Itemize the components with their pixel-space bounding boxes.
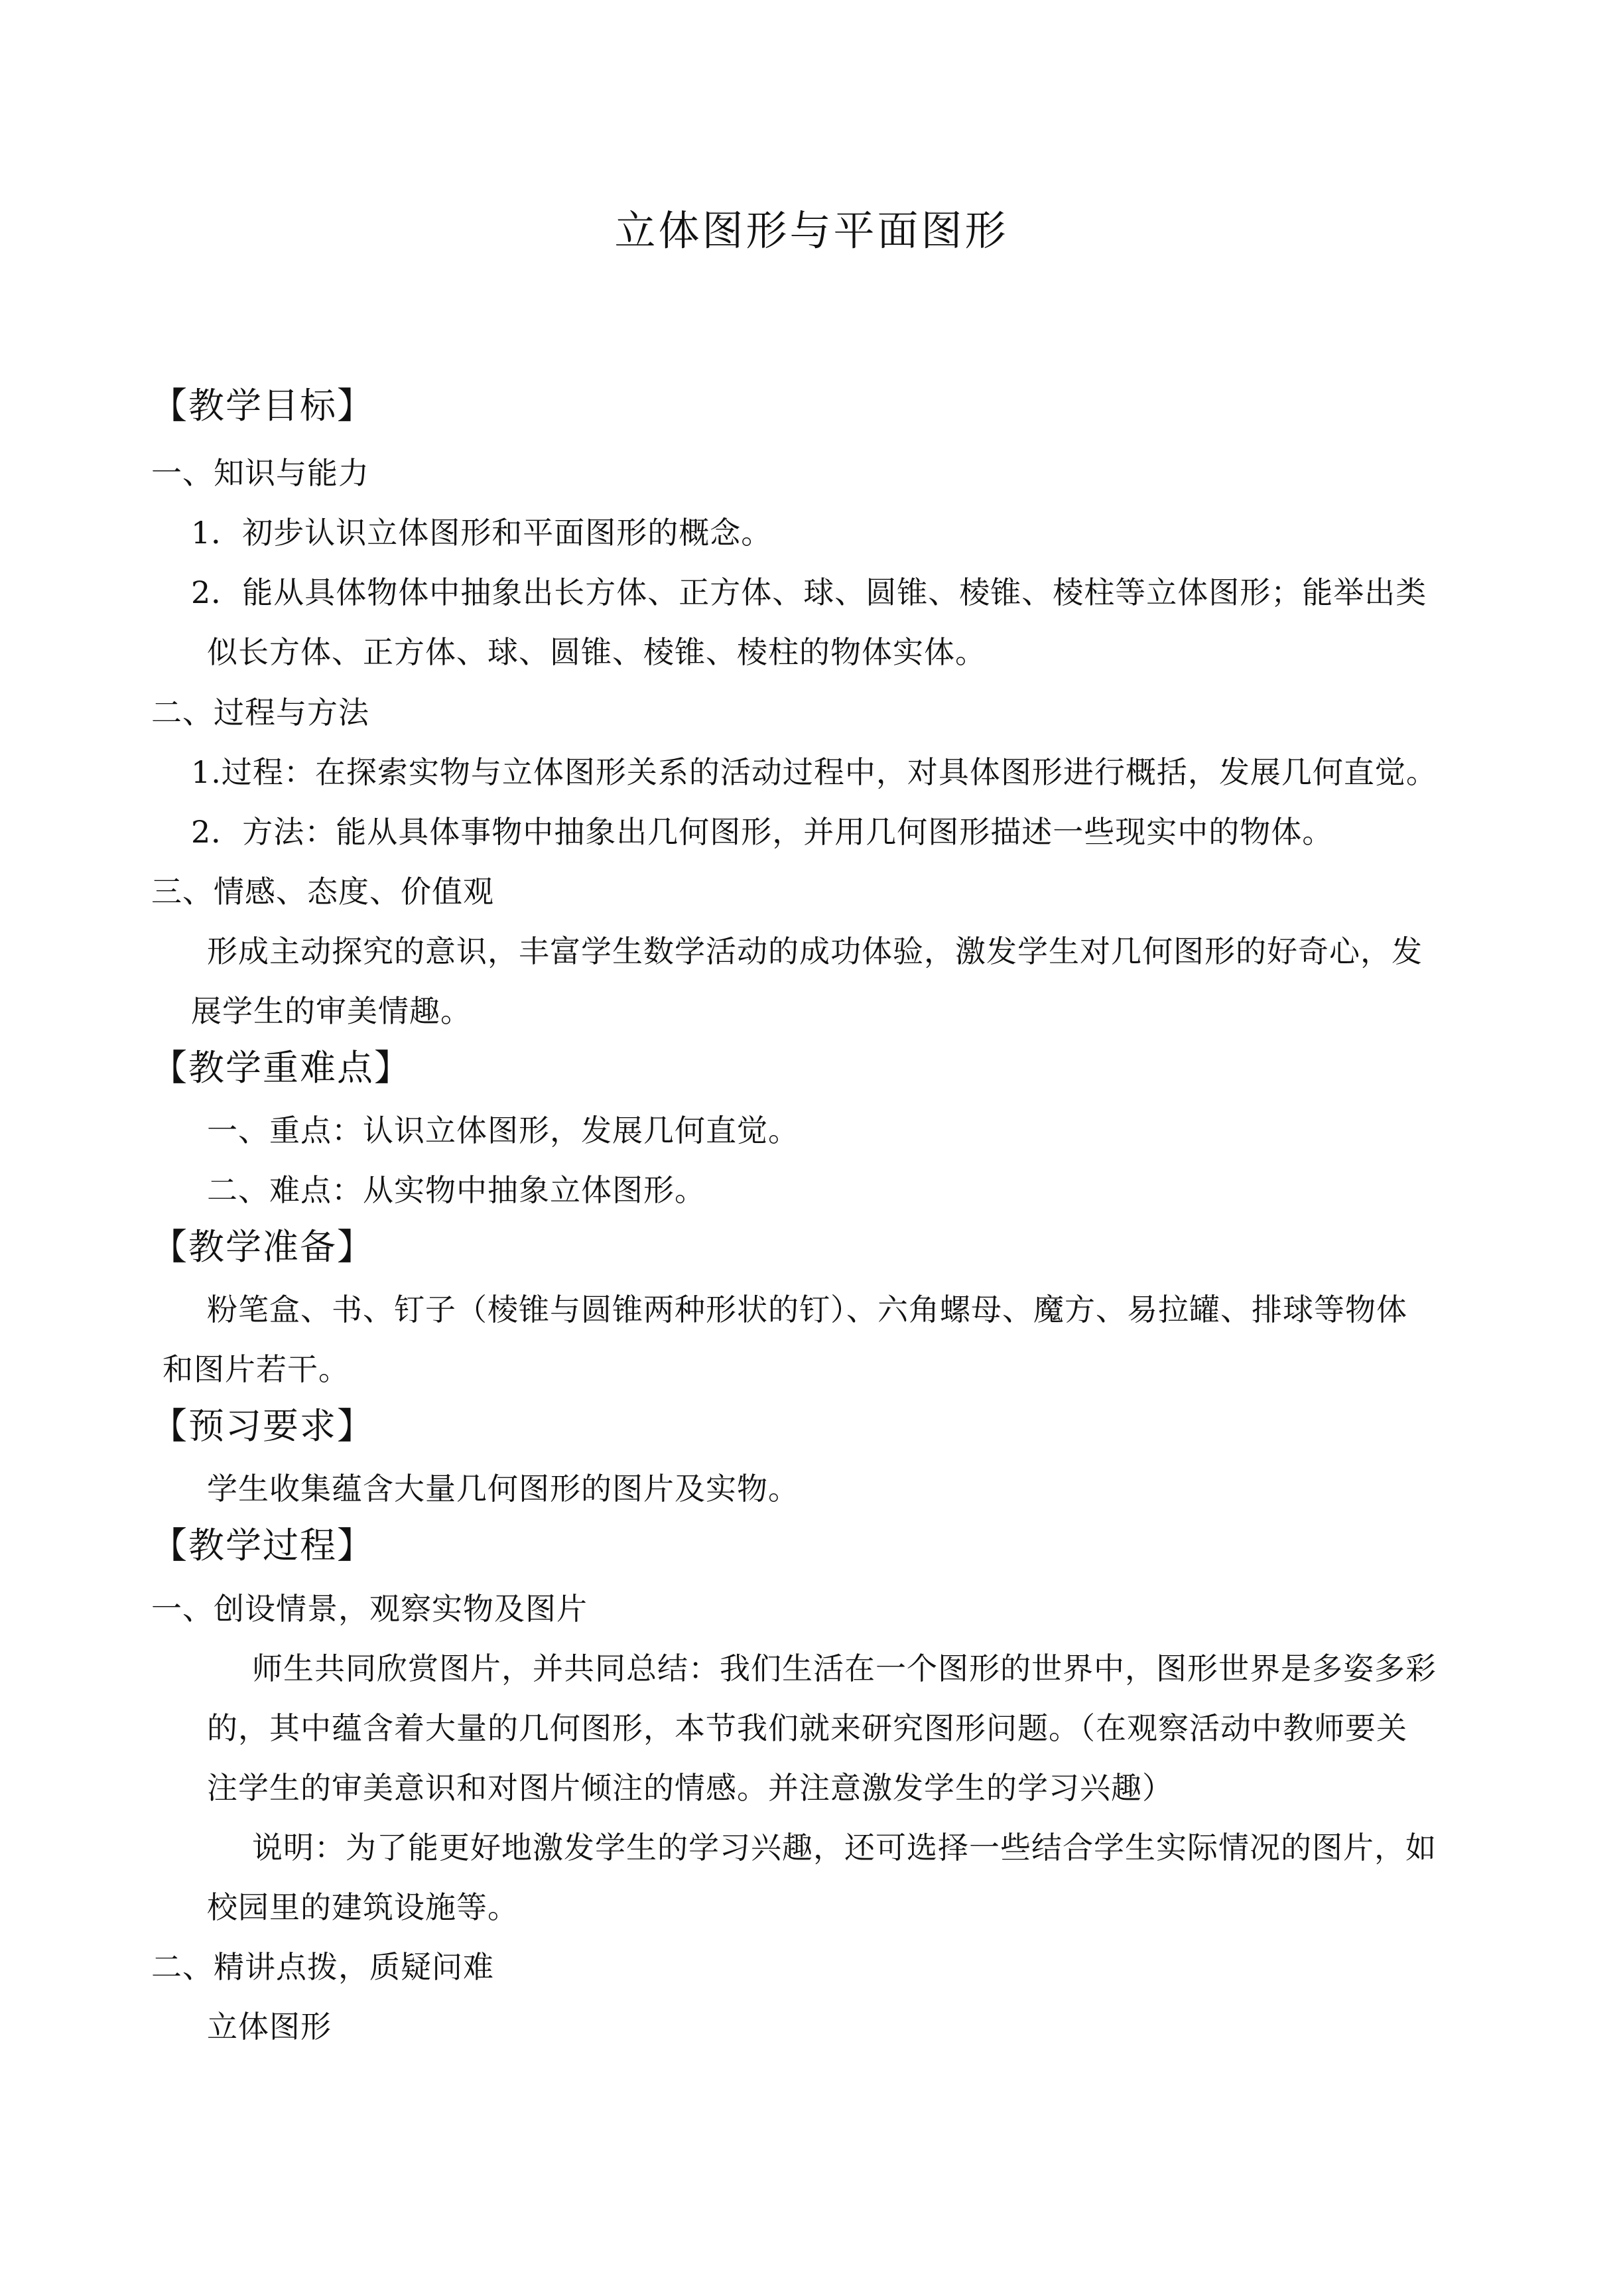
process-step1-para1-line2: 的，其中蕴含着大量的几何图形，本节我们就来研究图形问题。（在观察活动中教师要关 xyxy=(207,1710,1407,1746)
objectives-part2-item2: 2．方法：能从具体事物中抽象出几何图形，并用几何图形描述一些现实中的物体。 xyxy=(191,814,1334,850)
objectives-part3-title: 三、情感、态度、价值观 xyxy=(151,874,494,910)
key-points-item1: 一、重点：认识立体图形，发展几何直觉。 xyxy=(207,1113,799,1148)
key-points-item2: 二、难点：从实物中抽象立体图形。 xyxy=(207,1172,706,1208)
objectives-part3-text-line1: 形成主动探究的意识，丰富学生数学活动的成功体验，激发学生对几何图形的好奇心，发 xyxy=(207,933,1423,969)
process-step1-para2-line1: 说明：为了能更好地激发学生的学习兴趣，还可选择一些结合学生实际情况的图片，如 xyxy=(252,1830,1437,1865)
preparation-heading: 【教学准备】 xyxy=(151,1226,374,1268)
preview-heading: 【预习要求】 xyxy=(151,1405,374,1447)
key-points-heading: 【教学重难点】 xyxy=(151,1047,411,1089)
objectives-part1-item2-line1: 2．能从具体物体中抽象出长方体、正方体、球、圆锥、棱锥、棱柱等立体图形；能举出类 xyxy=(191,574,1427,610)
objectives-part1-item1: 1．初步认识立体图形和平面图形的概念。 xyxy=(191,515,773,551)
process-step1-para2-line2: 校园里的建筑设施等。 xyxy=(207,1889,519,1925)
preparation-text-line2: 和图片若干。 xyxy=(162,1351,350,1387)
process-step1-title: 一、创设情景，观察实物及图片 xyxy=(151,1591,588,1627)
process-step2-sub: 立体图形 xyxy=(207,2009,332,2045)
objectives-part2-title: 二、过程与方法 xyxy=(151,695,369,730)
process-heading: 【教学过程】 xyxy=(151,1524,374,1566)
process-step1-para1-line1: 师生共同欣赏图片，并共同总结：我们生活在一个图形的世界中，图形世界是多姿多彩 xyxy=(252,1651,1437,1686)
objectives-part1-item2-line2: 似长方体、正方体、球、圆锥、棱锥、棱柱的物体实体。 xyxy=(207,634,986,670)
objectives-part1-title: 一、知识与能力 xyxy=(151,455,369,491)
preparation-text-line1: 粉笔盒、书、钉子（棱锥与圆锥两种形状的钉）、六角螺母、魔方、易拉罐、排球等物体 xyxy=(207,1292,1407,1327)
process-step1-para1-line3: 注学生的审美意识和对图片倾注的情感。并注意激发学生的学习兴趣） xyxy=(207,1770,1173,1806)
page-title: 立体图形与平面图形 xyxy=(614,206,1009,255)
objectives-part3-text-line2: 展学生的审美情趣。 xyxy=(191,993,472,1029)
process-step2-title: 二、精讲点拨，质疑问难 xyxy=(151,1949,494,1985)
objectives-heading: 【教学目标】 xyxy=(151,385,374,427)
objectives-part2-item1: 1.过程：在探索实物与立体图形关系的活动过程中，对具体图形进行概括，发展几何直觉。 xyxy=(191,754,1437,790)
preview-text: 学生收集蕴含大量几何图形的图片及实物。 xyxy=(207,1471,799,1507)
